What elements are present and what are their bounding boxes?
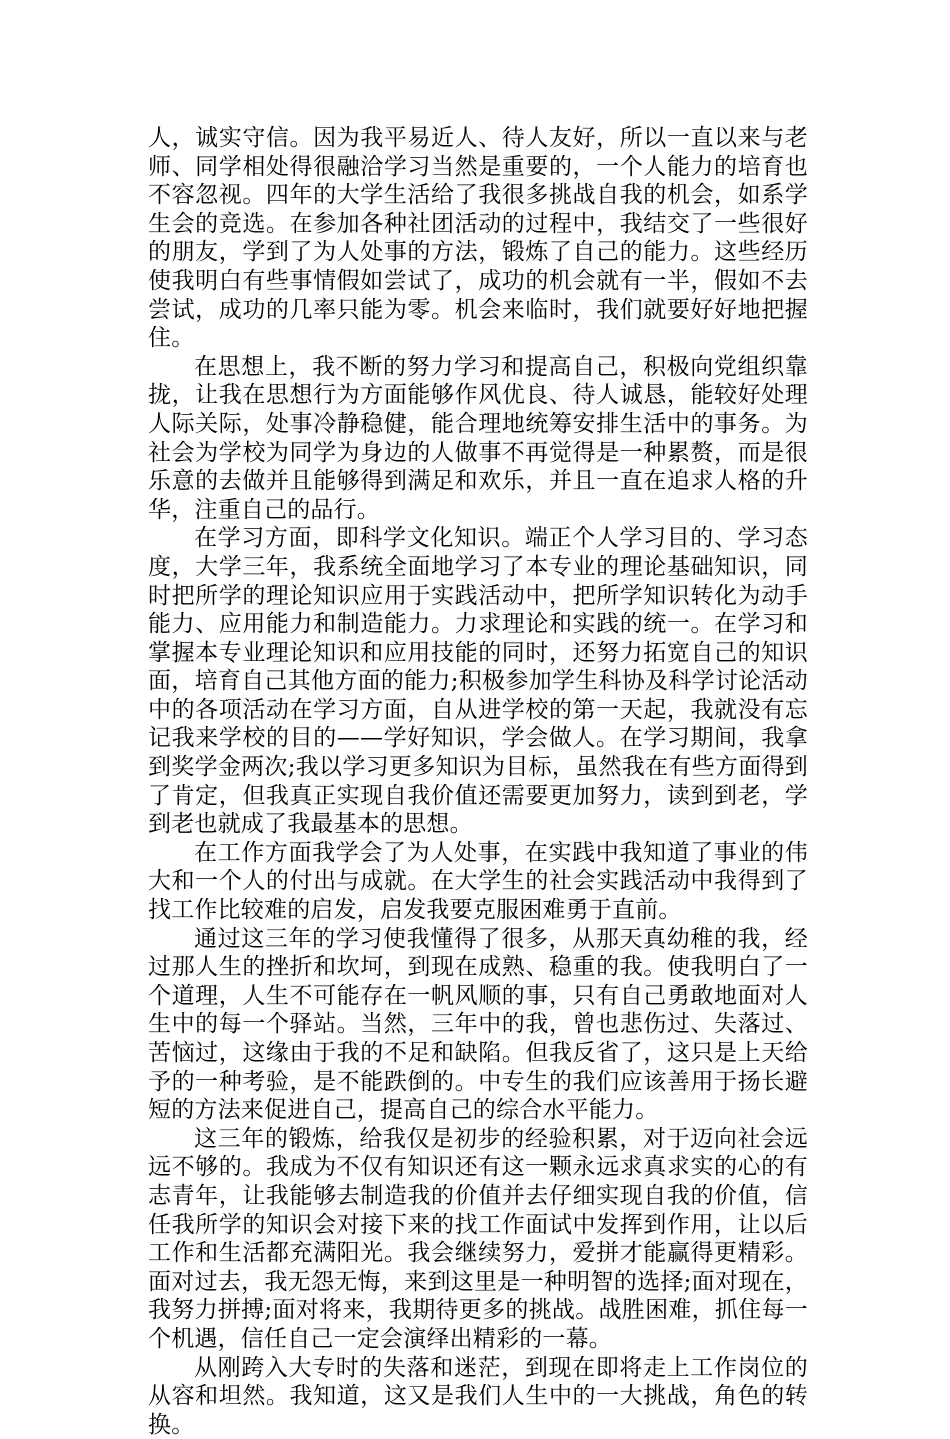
document-body — [148, 124, 808, 1439]
paragraph-1: 人，诚实守信。因为我平易近人、待人友好，所以一直以来与老师、同学相处得很融洽学习当然是重要的，一个人能力的培育也不容忽视。四年的大学生活给了我很多挑战自我的机会，如系学生会的竞选。在参加各种社团活动的过程中，我结交了一些很好的朋友，学到了为人处事的方法，锻炼了自己的能力。这些经历使我明白有些事情假如尝试了，成功的机会就有一半，假如不去尝试，成功的几率只能为零。机会来临时，我们就要好好地把握住。 — [148, 125, 808, 352]
paragraph-7: 从刚跨入大专时的失落和迷茫，到现在即将走上工作岗位的从容和坦然。我知道，这又是我们人生中的一大挑战，角色的转换。 — [148, 1354, 808, 1438]
paragraph-2: 在思想上，我不断的努力学习和提高自己，积极向党组织靠拢，让我在思想行为方面能够作风优良、待人诚恳，能较好处理人际关际，处事冷静稳健，能合理地统筹安排生活中的事务。为社会为学校为同学为身边的人做事不再觉得是一种累赘，而是很乐意的去做并且能够得到满足和欢乐，并且一直在追求人格的升华，注重自己的品行。 — [148, 353, 808, 523]
paragraph-5: 通过这三年的学习使我懂得了很多，从那天真幼稚的我，经过那人生的挫折和坎坷，到现在成熟、稳重的我。使我明白了一个道理，人生不可能存在一帆风顺的事，只有自己勇敢地面对人生中的每一个驿站。当然，三年中的我，曾也悲伤过、失落过、苦恼过，这缘由于我的不足和缺陷。但我反省了，这只是上天给予的一种考验，是不能跌倒的。中专生的我们应该善用于扬长避短的方法来促进自己，提高自己的综合水平能力。 — [148, 925, 808, 1124]
paragraph-4: 在工作方面我学会了为人处事，在实践中我知道了事业的伟大和一个人的付出与成就。在大学生的社会实践活动中我得到了找工作比较难的启发，启发我要克服困难勇于直前。 — [148, 839, 808, 924]
paragraph-3: 在学习方面，即科学文化知识。端正个人学习目的、学习态度，大学三年，我系统全面地学习了本专业的理论基础知识，同时把所学的理论知识应用于实践活动中，把所学知识转化为动手能力、应用能力和制造能力。力求理论和实践的统一。在学习和掌握本专业理论知识和应用技能的同时，还努力拓宽自己的知识面，培育自己其他方面的能力;积极参加学生科协及科学讨论活动中的各项活动在学习方面，自从进学校的第一天起，我就没有忘记我来学校的目的——学好知识，学会做人。在学习期间，我拿到奖学金两次;我以学习更多知识为目标，虽然我在有些方面得到了肯定，但我真正实现自我价值还需要更加努力，读到到老，学到老也就成了我最基本的思想。 — [148, 525, 808, 838]
paragraph-6: 这三年的锻炼，给我仅是初步的经验积累，对于迈向社会远远不够的。我成为不仅有知识还有这一颗永远求真求实的心的有志青年，让我能够去制造我的价值并去仔细实现自我的价值，信任我所学的知识会对接下来的找工作面试中发挥到作用，让以后工作和生活都充满阳光。我会继续努力，爱拼才能赢得更精彩。面对过去，我无怨无悔，来到这里是一种明智的选择;面对现在，我努力拼搏;面对将来，我期待更多的挑战。战胜困难，抓住每一个机遇，信任自己一定会演绎出精彩的一幕。 — [148, 1125, 808, 1352]
